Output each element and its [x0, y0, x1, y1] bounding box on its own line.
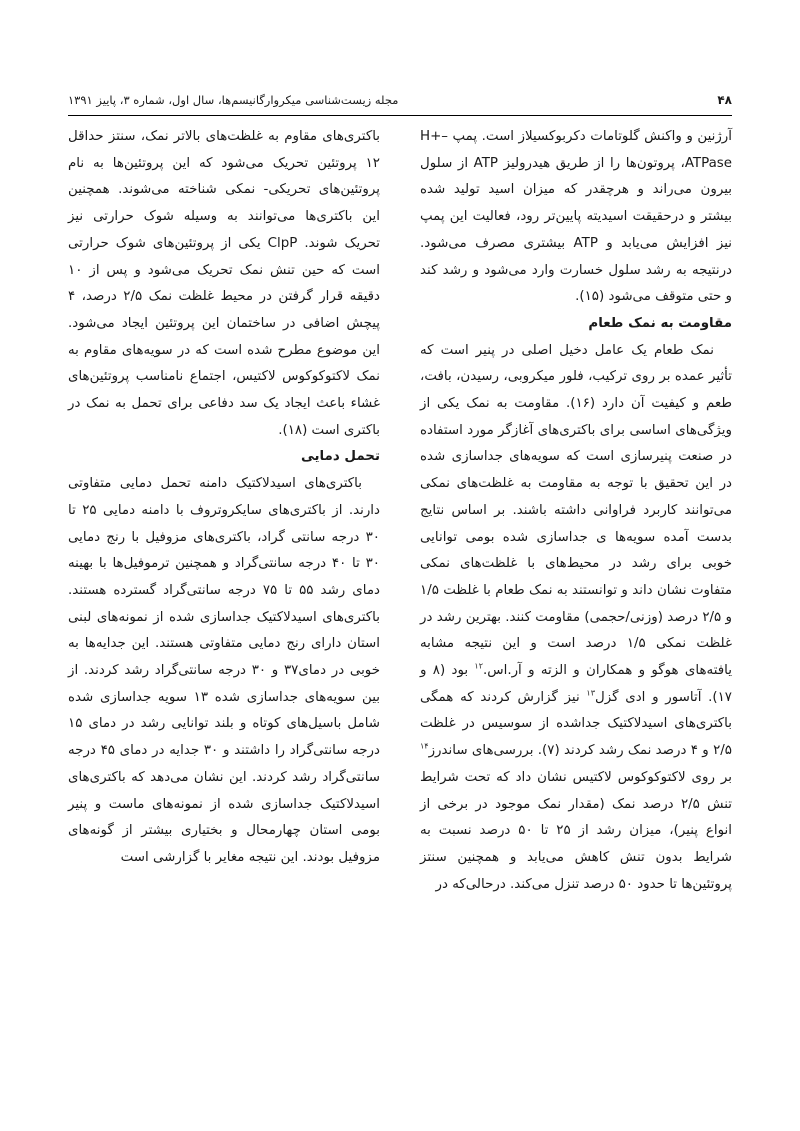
text-run: بود (۸ و ۱۷). آتاسور و ادی گزل	[420, 663, 732, 705]
section-heading-salt-resistance: مقاومت به نمک طعام	[588, 315, 732, 331]
header-rule	[68, 115, 732, 116]
footnote-ref-14: ۱۴	[420, 741, 429, 751]
page-number: ۴۸	[717, 93, 732, 107]
paragraph-atpase: آرژنین و واکنش گلوتامات دکربوکسیلاز است. پمپ H+–ATPase، پروتون‌ها را از طریق هیدرولیز ATP از سلول بیرون می‌راند و هرچقدر که میزان اسید تولید شده بیشتر و درحقیقت اسیدیته پایین‌تر رود، فعالیت این پمپ نیز افزایش می‌یابد و ATP بیشتری مصرف می‌شود. درنتیجه به رشد سلول خسارت وارد می‌شود و رشد کند و حتی متوقف می‌شود (۱۵).	[420, 129, 733, 305]
footnote-ref-12: ۱۲	[474, 661, 483, 671]
footnote-ref-13: ۱۳	[586, 688, 596, 698]
text-run: نمک طعام یک عامل دخیل اصلی در پنیر است که تأثیر عمده بر روی ترکیب، فلور میکروبی، رسیدن، بافت، طعم و کیفیت آن دارد (۱۶). مقاومت به نمک یکی از ویژگی‌های اساسی برای باکتری‌های آغازگر مورد استفاده در صنعت پنیرسازی است که سویه‌های جداسازی شده در این تحقیق با توجه به مقاومت به غلظت‌های نمکی می‌توانند کاربرد فراوانی داشته باشند. بر اساس نتایج بدست آمده سویه‌ها ی جداسازی شده بومی توانایی خوبی برای رشد در محیط‌های با غلظت‌های نمکی متفاوت نشان داند و توانستند به نمک طعام با غلظت ۱/۵ و ۲/۵ درصد (وزنی/حجمی) مقاومت کنند. بهترین رشد در غلظت نمکی ۱/۵ درصد است و این نتیجه مشابه یافته‌های هوگو و همکاران و الزته و آر.اس.	[420, 342, 732, 679]
text-run: نیز گزارش کردند که همگی باکتری‌های اسیدلاکتیک جداشده از سوسیس در غلظت ۲/۵ و ۴ درصد نمک رشد کردند (۷). بررسی‌های ساندرز	[420, 689, 732, 759]
running-header	[68, 90, 732, 112]
left-column	[68, 124, 380, 872]
right-column	[420, 124, 732, 898]
paragraph-salt-resistance	[420, 338, 732, 899]
section-heading-temperature-tolerance: تحمل دمایی	[300, 449, 380, 465]
paragraph-temperature-tolerance: باکتری‌های اسیدلاکتیک دامنه تحمل دمایی متفاوتی دارند. از باکتری‌های سایکروتروف با دامنه دمایی ۲۵ تا ۳۰ درجه سانتی گراد، باکتری‌های مزوفیل با رنج دمایی ۳۰ تا ۴۰ درجه سانتی‌گراد و همچنین ترموفیل‌ها با بهینه دمای رشد ۵۵ تا ۷۵ درجه سانتی‌گراد گسترده هستند. باکتری‌های اسیدلاکتیک جداسازی شده از نمونه‌های لبنی استان دارای رنج دمایی متفاوتی هستند. این جدایه‌ها به خوبی در دمای۳۷ و ۳۰ درجه سانتی‌گراد رشد کردند. از بین سویه‌های جداسازی شده ۱۳ سویه جداسازی شده شامل باسیل‌های کوتاه و بلند توانایی رشد در دمای ۱۵ درجه سانتی‌گراد را داشتند و ۳۰ جدایه در دمای ۴۵ درجه سانتی‌گراد رشد کردند. این نشان می‌دهد که باکتری‌های اسیدلاکتیک جداسازی شده از نمونه‌های ماست و پنیر بومی استان چهارمحال و بختیاری بیشتر از گونه‌های مزوفیل بودند. این نتیجه مغایر با گزارشی است	[68, 476, 380, 865]
journal-title: مجله زیست‌شناسی میکروارگانیسم‌ها، سال اول، شماره ۳، پاییز ۱۳۹۱	[68, 93, 399, 107]
text-run: بر روی لاکتوکوکوس لاکتیس نشان داد که تحت شرایط تنش ۲/۵ درصد نمک (مقدار نمک موجود در برخی از انواع پنیر)، میزان رشد از ۲۵ تا ۵۰ درصد نسبت به شرایط بدون تنش کاهش می‌یابد و همچنین سنتز پروتئین‌ها تا حدود ۵۰ درصد تنزل می‌کند. درحالی‌که در	[420, 769, 732, 892]
paragraph-salt-proteins: باکتری‌های مقاوم به غلظت‌های بالاتر نمک، سنتز حداقل ۱۲ پروتئین تحریک می‌شود که این پروتئین‌ها به نام پروتئین‌های تحریکی- نمکی شناخته می‌شوند. همچنین این باکتری‌ها می‌توانند به وسیله شوک حرارتی نیز تحریک شوند. ClpP یکی از پروتئین‌های شوک حرارتی است که حین تنش نمک تحریک می‌شود و پس از ۱۰ دقیقه قرار گرفتن در محیط غلظت نمک ۲/۵ درصد، ۴ پیچش اضافی در ساختمان این پروتئین ایجاد می‌شود. این موضوع مطرح شده است که در سویه‌های مقاوم به نمک لاکتوکوکوس لاکتیس، اجتماع نامناسب پروتئین‌های غشاء باعث ایجاد یک سد دفاعی برای تحمل به نمک در باکتری است (۱۸).	[68, 129, 380, 438]
